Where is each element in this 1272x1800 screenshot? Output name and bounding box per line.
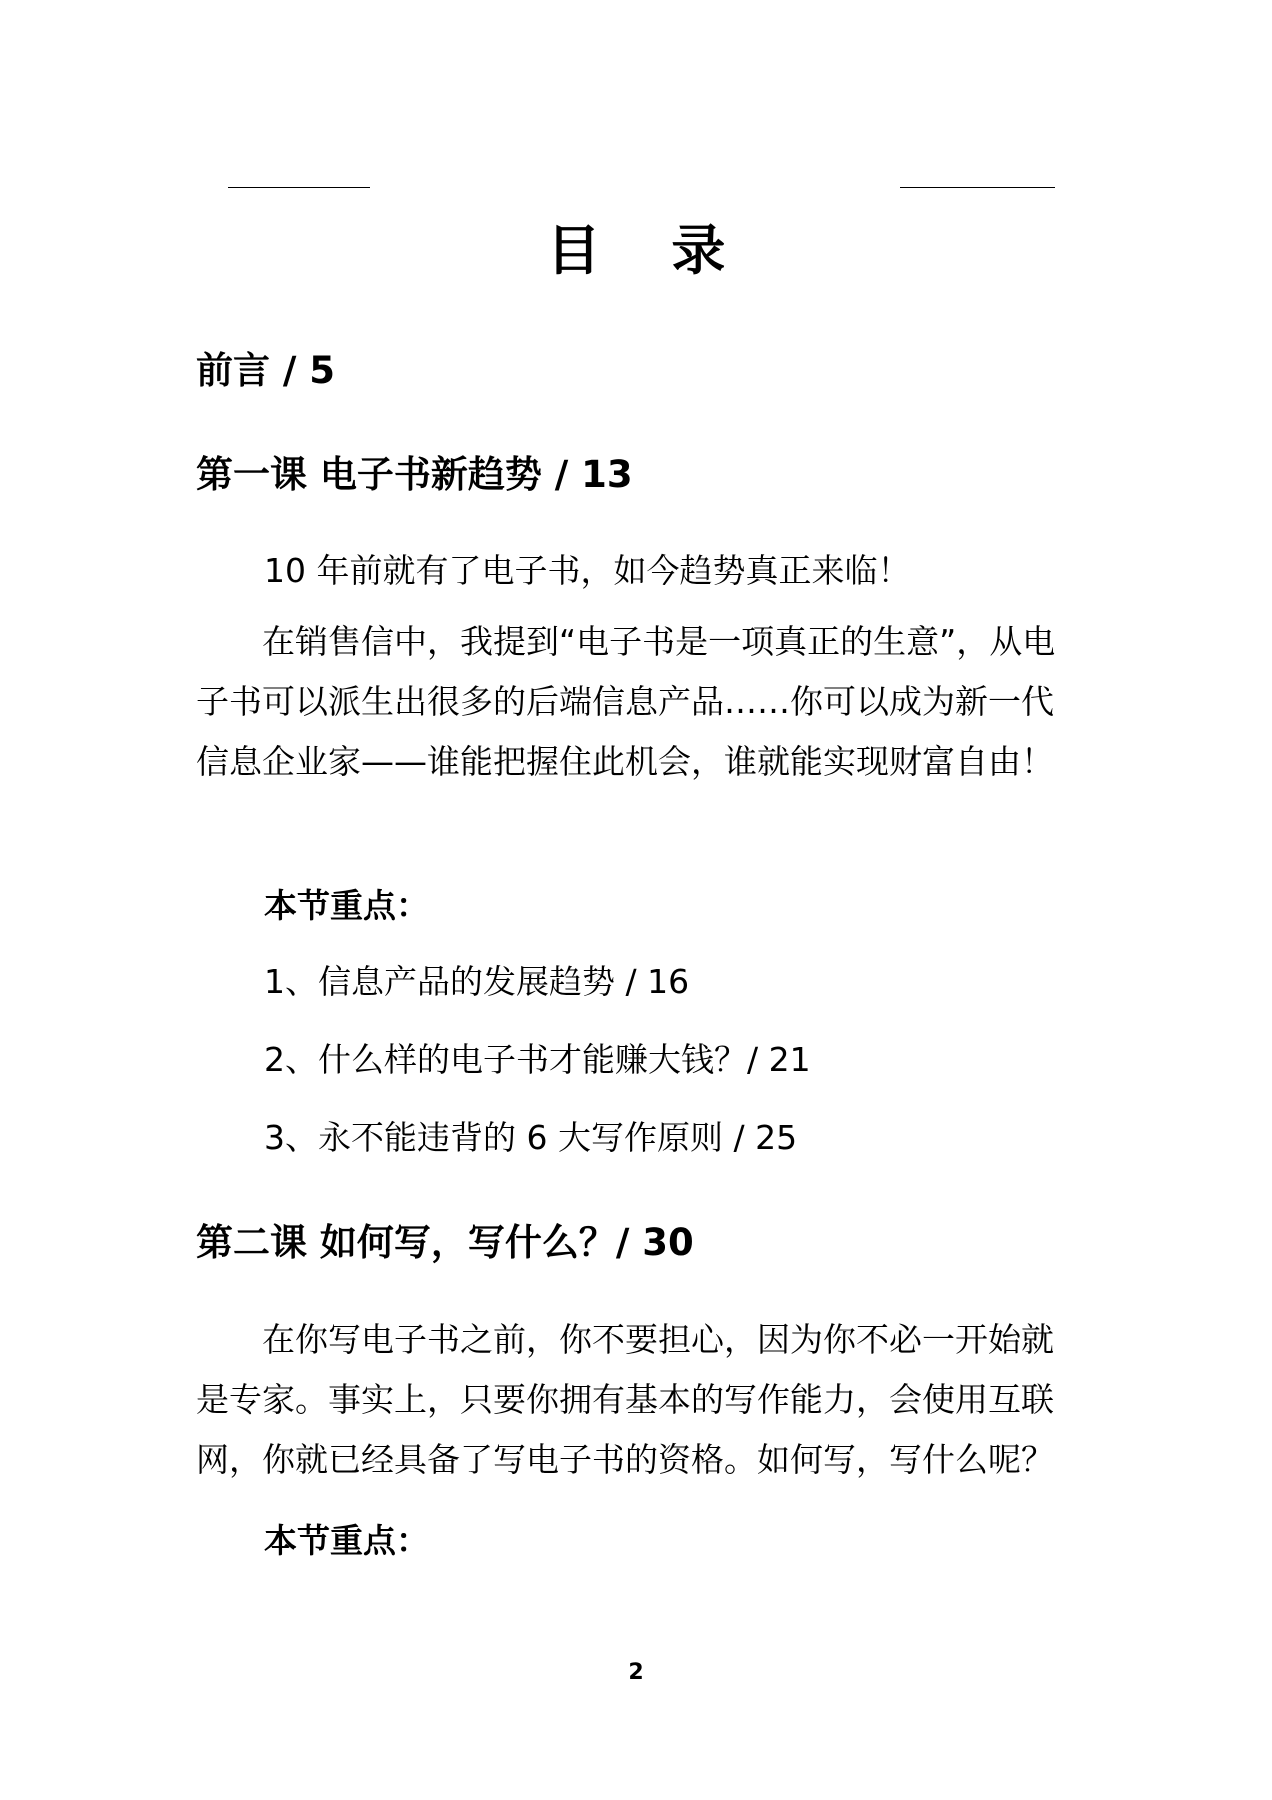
- toc-preface: 前言 / 5: [196, 349, 336, 392]
- toc-lesson1-heading: 第一课 电子书新趋势 / 13: [196, 453, 633, 496]
- page-number: 2: [628, 1660, 644, 1685]
- page-title: 目 录: [546, 219, 752, 282]
- lesson1-intro-2: 在销售信中，我提到“电子书是一项真正的生意”，从电子书可以派生出很多的后端信息产品……你可以成为新一代信息企业家——谁能把握住此机会，谁就能实现财富自由！: [196, 622, 1056, 781]
- lesson1-item-2: 2、什么样的电子书才能赚大钱？/ 21: [264, 1040, 811, 1079]
- lesson2-keypoints-label: 本节重点：: [264, 1521, 429, 1560]
- header-rule-left: [228, 187, 370, 188]
- lesson1-item-3: 3、永不能违背的 6 大写作原则 / 25: [264, 1118, 798, 1157]
- toc-lesson2-heading: 第二课 如何写，写什么？/ 30: [196, 1221, 694, 1264]
- header-rule-right: [900, 187, 1055, 188]
- lesson2-intro: 在你写电子书之前，你不要担心，因为你不必一开始就是专家。事实上，只要你拥有基本的写作能力，会使用互联网，你就已经具备了写电子书的资格。如何写，写什么呢？: [196, 1320, 1054, 1479]
- lesson1-item-1: 1、信息产品的发展趋势 / 16: [264, 962, 690, 1001]
- lesson1-intro-1: 10 年前就有了电子书，如今趋势真正来临！: [264, 551, 911, 590]
- lesson1-keypoints-label: 本节重点：: [264, 886, 429, 925]
